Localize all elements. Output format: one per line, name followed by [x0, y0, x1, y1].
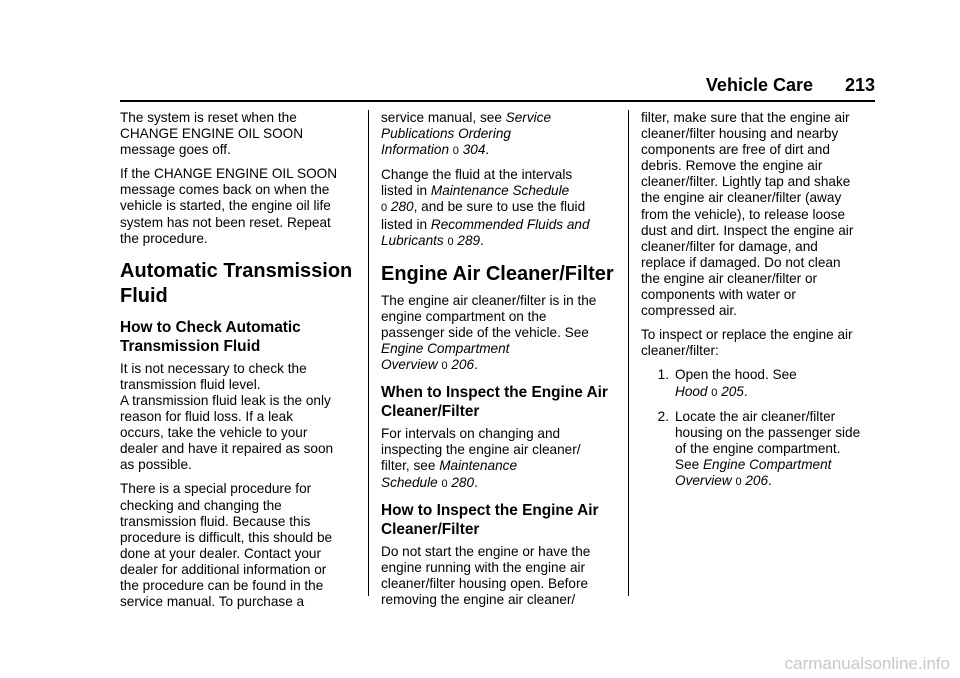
- subsection-heading: When to Inspect the Engine Air Cleaner/Filter: [381, 384, 608, 421]
- paragraph: The system is reset when the CHANGE ENGINE OIL SOON message goes off.: [120, 110, 304, 158]
- page-ref-icon: 0: [381, 202, 388, 215]
- paragraph: Change the fluid at the intervals listed in Maintenance Schedule 0 280, and be sure to use the fluid listed in Recommended Fluids and Lubricants 0 289.: [381, 167, 590, 248]
- paragraph: To inspect or replace the engine air cleaner/filter:: [641, 327, 853, 359]
- page-ref-icon: 0: [441, 360, 448, 373]
- paragraph: filter, make sure that the engine air cleaner/filter housing and nearby components are free of dirt and debris. Remove the engine air cleaner/filter. Lightly tap and shake the engine air cleaner/filter (away from the vehicle), to release loose dust and dirt. Inspect the engine air cleaner/filter for damage, and replace if damaged. Do not clean the engine air cleaner/filter or components with water or compressed air.: [641, 110, 854, 319]
- page-header: [120, 74, 875, 96]
- cross-reference-link[interactable]: Engine Compartment: [381, 341, 510, 357]
- paragraph: There is a special procedure for checking and changing the transmission fluid. Because this procedure is difficult, this should be done at your dealer. Contact your dealer for additional information or the procedure can be found in the service manual. To purchase a: [120, 481, 333, 610]
- step-number: 1.: [657, 367, 669, 383]
- page-ref-icon: 0: [452, 145, 459, 158]
- page-reference[interactable]: 205: [721, 383, 744, 399]
- page-reference[interactable]: 289: [457, 232, 481, 248]
- page-ref-icon: 0: [447, 235, 454, 248]
- cross-reference-link[interactable]: Information: [381, 142, 450, 158]
- cross-reference-link[interactable]: Overview: [381, 357, 438, 373]
- cross-reference-link[interactable]: Maintenance: [439, 458, 518, 474]
- cross-reference-link[interactable]: Recommended Fluids and: [430, 216, 590, 232]
- paragraph: If the CHANGE ENGINE OIL SOON message comes back on when the vehicle is started, the engine oil life system has not been reset. Repeat the procedure.: [120, 166, 338, 246]
- paragraph: For intervals on changing and inspecting the engine air cleaner/ filter, see Maintenance Schedule 0 280.: [381, 426, 581, 490]
- cross-reference-link[interactable]: Hood: [675, 383, 708, 399]
- page-reference[interactable]: 280: [390, 199, 414, 215]
- subsection-heading: How to Inspect the Engine Air Cleaner/Filter: [381, 501, 599, 538]
- section-title: Vehicle Care: [705, 75, 813, 95]
- paragraph: It is not necessary to check the transmission fluid level. A transmission fluid leak is the only reason for fluid loss. If a leak occurs, take the vehicle to your dealer and have it repaired as soon as possible.: [120, 360, 334, 473]
- cross-reference-link[interactable]: Overview: [675, 472, 732, 488]
- cross-reference-link[interactable]: Publications Ordering: [381, 126, 511, 142]
- column-divider: [628, 110, 629, 596]
- cross-reference-link[interactable]: Engine Compartment: [702, 456, 832, 472]
- step-number: 2.: [657, 408, 669, 424]
- paragraph: Do not start the engine or have the engine running with the engine air cleaner/filter housing open. Before removing the engine air cleaner/: [381, 543, 591, 607]
- page-ref-icon: 0: [441, 477, 448, 490]
- page-reference[interactable]: 304: [462, 142, 486, 158]
- subsection-heading: How to Check Automatic Transmission Fluid: [120, 318, 301, 355]
- page-ref-icon: 0: [711, 386, 718, 399]
- list-item: 2. Locate the air cleaner/filter housing on the passenger side of the engine compartment. See Engine Compartment Overview 0 206.: [641, 409, 877, 490]
- cross-reference-link[interactable]: Lubricants: [381, 232, 444, 248]
- cross-reference-link[interactable]: Maintenance Schedule: [430, 183, 570, 199]
- page-number: 213: [844, 75, 875, 95]
- section-heading: Automatic Transmission Fluid: [120, 259, 353, 307]
- column-2: [381, 110, 617, 616]
- paragraph: The engine air cleaner/filter is in the engine compartment on the passenger side of the vehicle. See Engine Compartment Overview 0 206.: [381, 292, 597, 373]
- page-ref-icon: 0: [735, 475, 742, 488]
- column-1: [120, 110, 356, 618]
- column-3: [641, 110, 877, 498]
- column-divider: [368, 110, 369, 596]
- watermark: carmanualsonline.info: [784, 654, 950, 673]
- page-reference[interactable]: 206: [451, 357, 475, 373]
- paragraph: service manual, see Service Publications Ordering Information 0 304.: [381, 110, 551, 158]
- cross-reference-link[interactable]: Service: [505, 110, 551, 125]
- page-reference[interactable]: 280: [451, 474, 475, 490]
- page-reference[interactable]: 206: [745, 472, 769, 488]
- header-rule: [120, 100, 875, 102]
- cross-reference-link[interactable]: Schedule: [381, 474, 438, 490]
- section-heading: Engine Air Cleaner/Filter: [381, 262, 614, 285]
- list-item: 1. Open the hood. See Hood 0 205.: [641, 367, 877, 400]
